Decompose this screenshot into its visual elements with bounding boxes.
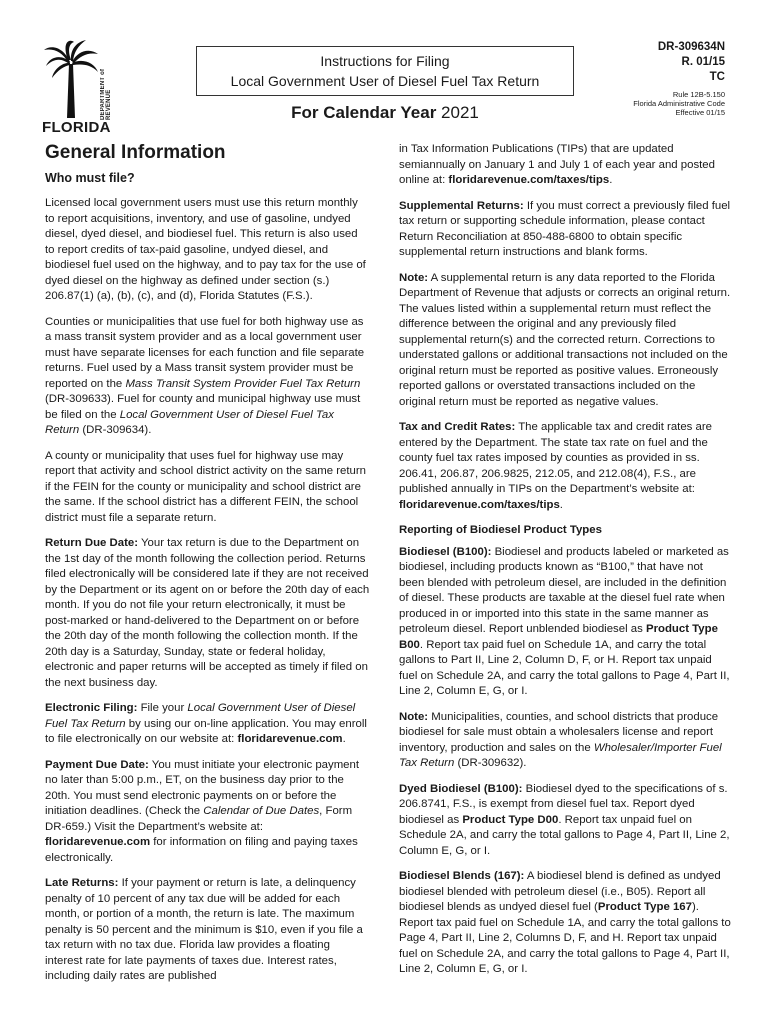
title-line-2: Local Government User of Diesel Fuel Tax Return (230, 73, 540, 89)
form-number-block (658, 40, 725, 85)
local-gov-form-name: Local Government User of Diesel Fuel Tax Return (45, 408, 334, 436)
late-returns-paragraph: Late Returns: If your payment or return is late, a delinquency penalty of 10 percent of any tax due will be added for each month, or portion of a month, the return is late. The maximum penalty is 50 percent and the minimum is $10, even if you file a tax return with no tax due. Florida law provides a floating interest rate for late payments of taxes due. Interest rates, including daily rates are published (45, 877, 363, 982)
left-column (45, 142, 370, 995)
form-revision: R. 01/15 (681, 56, 725, 68)
payment-due-date-paragraph: Payment Due Date: You must initiate your electronic payment no later than 5:00 p.m., ET, on the business day prior to the 20th. You must send electronic payments on or before the initiation deadlines. (Check the Calendar of Due Dates, Form DR-659.) Visit the Department’s website at: floridarevenue.com for information on filing and paying taxes electronically. (45, 758, 360, 864)
title-line-1: Instructions for Filing (320, 53, 450, 69)
palm-tree-icon (44, 40, 100, 120)
logo-vertical-text: DEPARTMENT of REVENUE (100, 68, 112, 120)
biodiesel-b100-label: Biodiesel (B100): (399, 545, 492, 558)
calendar-year-heading (196, 103, 574, 123)
tips-link[interactable]: floridarevenue.com/taxes/tips (448, 174, 610, 186)
general-information-heading: General Information (45, 142, 226, 163)
dyed-biodiesel-label: Dyed Biodiesel (B100): (399, 782, 523, 795)
electronic-filing-label: Electronic Filing: (45, 702, 138, 714)
tax-credit-rates-label: Tax and Credit Rates: (399, 421, 516, 433)
tips-paragraph: in Tax Information Publications (TIPs) that are updated semiannually on January 1 and July 1 of each year and posted online at: floridarevenue.com/taxes/tips. (399, 143, 715, 186)
logo-wordmark: FLORIDA (42, 119, 111, 136)
note-label: Note: (399, 271, 429, 284)
calendar-label: For Calendar Year (291, 103, 437, 122)
dyed-biodiesel-paragraph: Dyed Biodiesel (B100): Biodiesel dyed to the specifications of s. 206.8741, F.S., is exempt from diesel fuel tax. Report dyed biodiesel as Product Type D00. Report tax unpaid fuel on Schedule 2A, and carry the total gallons to Page 4, Part II, Line 2, Column E, G, or I. (399, 782, 730, 857)
who-must-file-paragraph: Licensed local government users must use this return monthly to report acquisitions, inventory, and use of gasoline, undyed diesel, dyed diesel, and biodiesel fuel. This return is also used to report credits of tax-paid gasoline, undyed diesel, and biodiesel fuel used on the highway, and to pay tax for the use of dyed diesel on the highway as defined under section (s.) 206.87(1) (a), (b), (c), and (d), Florida Statutes (F.S.). (45, 197, 366, 302)
form-title-box (196, 46, 574, 96)
tax-credit-rates-paragraph: Tax and Credit Rates: The applicable tax and credit rates are entered by the Department. The state tax rate on fuel and the county fuel tax rates imposed by counties as provided in ss. 206.41, 206.87, 206.9825, 212.05, and 212.08(4), F.S., are published annually in TIPs on the Department’s website at: floridarevenue.com/taxes/tips. (399, 421, 712, 511)
rule-number: Rule 12B-5.150 (672, 90, 725, 99)
rule-block (633, 90, 725, 117)
mass-transit-form-name: Mass Transit System Provider Fuel Tax Return (125, 377, 361, 390)
biodiesel-reporting-heading: Reporting of Biodiesel Product Types (399, 524, 602, 536)
return-due-date-paragraph: Return Due Date: Your tax return is due to the Department on the 1st day of the month following the collection period. Returns filed electronically will be considered late if they are not received by the Department or its agent on or before the 20th day of each month. If you do not file your return electronically, it must be post-marked or hand-delivered to the Department on or before the 20th day of the month following the collection month. If the 20th day is a Saturday, Sunday, state or federal holiday, electronic and paper returns will be accepted as timely if filed on the next business day. (45, 537, 370, 689)
supplemental-returns-label: Supplemental Returns: (399, 199, 524, 212)
form-code: TC (709, 71, 725, 83)
payment-due-date-label: Payment Due Date: (45, 758, 149, 771)
tips-link[interactable]: floridarevenue.com/taxes/tips (399, 498, 560, 511)
biodiesel-b100-paragraph: Biodiesel (B100): Biodiesel and products labeled or marketed as biodiesel, including products known as “B100,” that have not been blended with petroleum diesel, are included in the definition of diesel. These products are taxable at the diesel fuel rate when produced in or imported into this state in the same manner as petroleum diesel. Report unblended biodiesel as Product Type B00. Report tax paid fuel on Schedule 1A, and carry the total gallons to Part II, Line 2, Column D, F, or H. Report tax unpaid fuel on Schedule 2A, and carry the total gallons to Page 4, Part II, Line 2, Column E, G, or I. (399, 545, 730, 697)
electronic-filing-paragraph: Electronic Filing: File your Local Government User of Diesel Fuel Tax Return by using our on-line application. You may enroll to file electronically on our website at: floridarevenue.com. (45, 702, 367, 745)
right-column (399, 142, 731, 988)
florida-dor-logo (38, 40, 120, 140)
calendar-year: 2021 (441, 103, 479, 122)
effective-date: Effective 01/15 (675, 108, 725, 117)
return-due-date-label: Return Due Date: (45, 537, 139, 549)
school-district-paragraph: A county or municipality that uses fuel for highway use may report that activity and school district activity on the same return if the FEIN for the county or municipality and school district are the same. If the school district has a different FEIN, the school district must file a separate return. (45, 449, 366, 524)
late-returns-label: Late Returns: (45, 877, 119, 889)
who-must-file-heading: Who must file? (45, 171, 135, 185)
supplemental-returns-paragraph: Supplemental Returns: If you must correct a previously filed fuel tax return or supporting schedule information, please contact Return Reconciliation at 850-488-6800 to obtain specific supplemental return instructions and blank forms. (399, 199, 731, 258)
note-label: Note: (399, 710, 429, 723)
biodiesel-blends-label: Biodiesel Blends (167): (399, 870, 525, 882)
admin-code: Florida Administrative Code (633, 99, 725, 108)
biodiesel-note-paragraph: Note: Municipalities, counties, and school districts that produce biodiesel for sale must obtain a wholesalers license and report inventory, production and sales on the Wholesaler/Importer Fuel Tax Return (DR-309632). (399, 710, 722, 769)
floridarevenue-link[interactable]: floridarevenue.com (45, 836, 151, 848)
form-number: DR-309634N (657, 41, 725, 53)
floridarevenue-link[interactable]: floridarevenue.com (237, 733, 343, 745)
biodiesel-blends-paragraph: Biodiesel Blends (167): A biodiesel blend is defined as undyed biodiesel blended with petroleum diesel (i.e., B05). Report all biodiesel blends as undyed diesel fuel (Product Type 167). Report tax paid fuel on Schedule 1A, and carry the total gallons to Page 4, Part II, Line 2, Columns D, F, and H. Report tax unpaid fuel on Schedule 2A, and carry the total gallons to Page 4, Part II, Line 2, Column E, G, or I. (399, 870, 731, 975)
supplemental-note-paragraph: Note: A supplemental return is any data reported to the Florida Department of Revenue that adjusts or corrects an original return. The values listed within a supplemental return must reflect the difference between the original and any previously filed supplemental return(s) and the corrected return. Corrections to understated gallons or additional transactions not included on the original return must be reported as positive values. Erroneously reported gallons or overstated transactions included on the original return must be reported as negative values. (399, 271, 731, 408)
separate-licenses-paragraph: Counties or municipalities that use fuel for both highway use as a mass transit system provider and as a local government user must have separate licenses for each function and file separate returns. Fuel used by a Mass transit system provider must be reported on the Mass Transit System Provider Fuel Tax Return (DR-309633). Fuel for county and municipal highway use must be filed on the Local Government User of Diesel Fuel Tax Return (DR-309634). (45, 315, 365, 436)
